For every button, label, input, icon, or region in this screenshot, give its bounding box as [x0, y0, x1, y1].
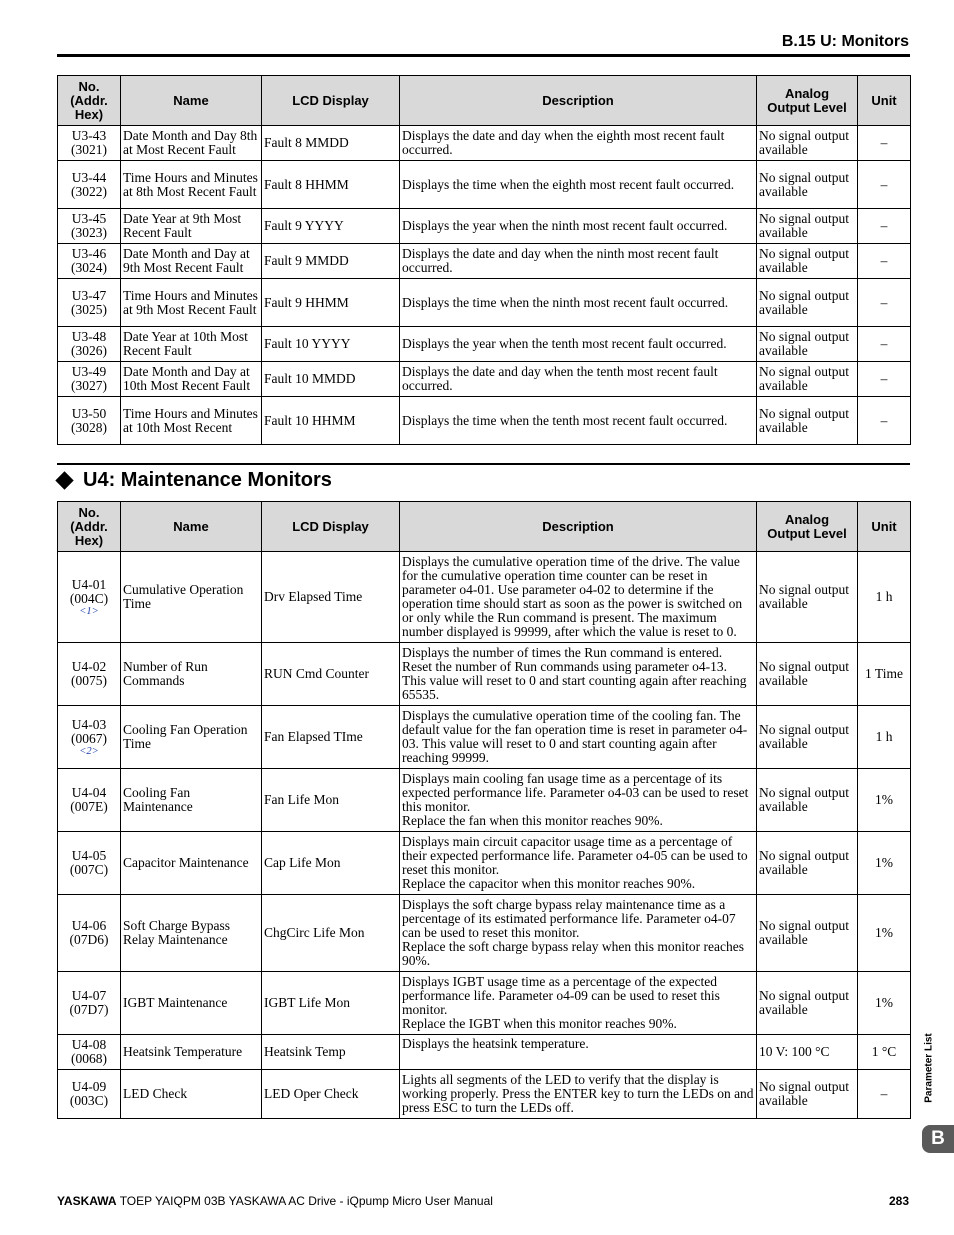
footer-text: TOEP YAIQPM 03B YASKAWA AC Drive - iQpump Micro User Manual [116, 1194, 493, 1208]
analog-output-level: No signal output available [757, 327, 858, 362]
lcd-display: Fault 9 MMDD [262, 244, 400, 279]
lcd-display: Fault 9 YYYY [262, 209, 400, 244]
unit: 1 °C [858, 1035, 911, 1070]
description: Displays the time when the tenth most recent fault occurred. [402, 412, 728, 428]
description: Displays the cumulative operation time of the cooling fan. The default value for the fan operation time is reset in parameter o4-03. This value will reset to 0 and start counting again after reaching 99999. [402, 708, 748, 765]
description: Displays the date and day when the tenth most recent fault occurred. [402, 364, 718, 393]
u4-section-title [55, 468, 332, 492]
description-cell [400, 397, 757, 445]
footer-brand: YASKAWA [57, 1194, 117, 1208]
u3-monitor-table [57, 75, 911, 445]
description-note: Replace the soft charge bypass relay when this monitor reaches 90%. [402, 939, 745, 968]
analog-output-level: No signal output available [757, 279, 858, 327]
unit: – [858, 397, 911, 445]
param-name: Date Year at 10th Most Recent Fault [121, 327, 262, 362]
description-cell [400, 643, 757, 706]
param-number-cell [58, 643, 121, 706]
unit: 1% [858, 769, 911, 832]
analog-output-level: No signal output available [757, 552, 858, 643]
param-name: Date Month and Day at 10th Most Recent Fault [121, 362, 262, 397]
lcd-display: Fan Elapsed TIme [262, 706, 400, 769]
table-row [58, 161, 911, 209]
param-name: Date Month and Day at 9th Most Recent Fault [121, 244, 262, 279]
description: Lights all segments of the LED to verify that the display is working properly. Press the ENTER key to turn the LEDs on and press ESC to turn the LEDs off. [402, 1072, 754, 1115]
param-number: U4-01 [71, 576, 107, 592]
table-row [58, 1035, 911, 1070]
side-label-text: Parameter List [923, 1033, 935, 1103]
description-cell [400, 161, 757, 209]
param-name: IGBT Maintenance [121, 972, 262, 1035]
param-number-cell [58, 706, 121, 769]
param-address: (3025) [71, 301, 107, 317]
description-cell [400, 209, 757, 244]
footer [57, 1194, 493, 1208]
analog-output-level: 10 V: 100 °C [757, 1035, 858, 1070]
lcd-display: Cap Life Mon [262, 832, 400, 895]
param-address: (3022) [71, 183, 107, 199]
description: Displays main cooling fan usage time as a percentage of its expected performance life. Parameter o4-03 can be used to reset this monitor. [402, 771, 749, 814]
unit: 1 h [858, 706, 911, 769]
table-row [58, 397, 911, 445]
param-address: (007C) [69, 862, 109, 877]
param-number-cell [58, 279, 121, 327]
description-cell [400, 769, 757, 832]
unit: 1% [858, 895, 911, 972]
footnote-link[interactable]: <2> [79, 745, 99, 757]
param-number-cell [58, 832, 121, 895]
u3-header-analog: Analog Output Level [757, 76, 858, 126]
analog-output-level: No signal output available [757, 895, 858, 972]
description: Displays the year when the ninth most recent fault occurred. [402, 218, 728, 233]
description: Displays the cumulative operation time of the drive. The value for the cumulative operation time counter can be reset in parameter o4-01. Use parameter o4-02 to determine if the operation time should start as soon as the power is switched on or only while the Run command is present. The maximum number displayed is 99999, after which the value is reset to 0. [402, 554, 743, 639]
page-number: 283 [888, 1194, 909, 1208]
description: Displays the date and day when the ninth most recent fault occurred. [402, 246, 719, 275]
u3-header-name: Name [121, 76, 262, 126]
param-number: U3-50 [71, 405, 107, 421]
lcd-display: Fault 10 MMDD [262, 362, 400, 397]
param-number-cell [58, 397, 121, 445]
description-cell [400, 895, 757, 972]
lcd-display: Drv Elapsed Time [262, 552, 400, 643]
section-rule [57, 463, 910, 465]
table-row [58, 706, 911, 769]
param-number: U3-45 [71, 211, 107, 226]
param-number-cell [58, 161, 121, 209]
param-name: Cooling Fan Operation Time [121, 706, 262, 769]
analog-output-level: No signal output available [757, 706, 858, 769]
description-cell [400, 972, 757, 1035]
param-number-cell [58, 552, 121, 643]
param-address: (3027) [71, 378, 107, 393]
param-name: Number of Run Commands [121, 643, 262, 706]
description: Displays the heatsink temperature. [402, 1036, 589, 1051]
unit: – [858, 327, 911, 362]
param-number-cell [58, 362, 121, 397]
description-note: Replace the IGBT when this monitor reaches 90%. [402, 1016, 677, 1031]
description-cell [400, 552, 757, 643]
description: Displays the time when the ninth most recent fault occurred. [402, 294, 729, 310]
table-row [58, 972, 911, 1035]
param-number: U4-05 [71, 848, 107, 863]
param-number: U3-49 [71, 364, 107, 379]
description-cell [400, 279, 757, 327]
param-name: Date Year at 9th Most Recent Fault [121, 209, 262, 244]
param-address: (3026) [71, 343, 107, 358]
param-address: (0075) [71, 673, 107, 688]
table-row [58, 327, 911, 362]
param-number-cell [58, 1070, 121, 1119]
param-name: Time Hours and Minutes at 8th Most Recent Fault [121, 161, 262, 209]
description: Displays the number of times the Run command is entered. Reset the number of Run commands using parameter o4-13. This value will reset to 0 and start counting again after reaching 65535. [402, 645, 747, 702]
param-number-cell [58, 244, 121, 279]
param-number: U4-04 [71, 785, 107, 800]
table-row [58, 279, 911, 327]
table-row [58, 209, 911, 244]
analog-output-level: No signal output available [757, 643, 858, 706]
side-label [922, 1028, 936, 1108]
header-rule [57, 54, 910, 57]
unit: – [858, 279, 911, 327]
unit: – [858, 362, 911, 397]
description: Displays the year when the tenth most recent fault occurred. [402, 336, 727, 351]
param-name: Heatsink Temperature [121, 1035, 262, 1070]
lcd-display: Fault 8 HHMM [262, 161, 400, 209]
unit: – [858, 244, 911, 279]
param-number-cell [58, 209, 121, 244]
param-number: U4-07 [71, 988, 107, 1003]
param-number: U3-46 [71, 246, 107, 261]
param-name: LED Check [121, 1070, 262, 1119]
param-number: U3-47 [71, 287, 107, 303]
description-cell [400, 327, 757, 362]
description-cell [400, 706, 757, 769]
param-number-cell [58, 895, 121, 972]
description-cell [400, 1070, 757, 1119]
description-note: Replace the fan when this monitor reaches 90%. [402, 813, 663, 828]
param-number: U4-03 [71, 716, 107, 732]
unit: 1 Time [858, 643, 911, 706]
param-address: (3023) [71, 225, 107, 240]
description-cell [400, 362, 757, 397]
param-address: (07D7) [69, 1002, 109, 1017]
footnote-link[interactable]: <1> [79, 605, 99, 617]
u4-header-lcd: LCD Display [262, 502, 400, 552]
param-name: Capacitor Maintenance [121, 832, 262, 895]
lcd-display: Heatsink Temp [262, 1035, 400, 1070]
unit: – [858, 126, 911, 161]
description-cell [400, 832, 757, 895]
lcd-display: Fault 10 YYYY [262, 327, 400, 362]
description-note: Replace the capacitor when this monitor reaches 90%. [402, 876, 696, 891]
unit: – [858, 209, 911, 244]
param-name: Cumulative Operation Time [121, 552, 262, 643]
table-row [58, 362, 911, 397]
param-number: U3-44 [71, 169, 107, 185]
param-address: (003C) [69, 1093, 109, 1108]
analog-output-level: No signal output available [757, 161, 858, 209]
u4-header-unit: Unit [858, 502, 911, 552]
param-address: (07D6) [69, 932, 109, 947]
analog-output-level: No signal output available [757, 362, 858, 397]
analog-output-level: No signal output available [757, 209, 858, 244]
description-cell [400, 244, 757, 279]
param-number: U4-09 [71, 1079, 107, 1094]
analog-output-level: No signal output available [757, 1070, 858, 1119]
description: Displays the date and day when the eighth most recent fault occurred. [402, 128, 725, 157]
param-address: (3028) [71, 419, 107, 435]
u3-header-no: No. (Addr. Hex) [58, 76, 121, 126]
unit: 1% [858, 972, 911, 1035]
description: Displays main circuit capacitor usage time as a percentage of their expected performance life. Parameter o4-05 can be used to reset this monitor. [402, 834, 748, 877]
param-number-cell [58, 126, 121, 161]
param-number-cell [58, 972, 121, 1035]
table-row [58, 244, 911, 279]
table-row [58, 643, 911, 706]
param-number: U3-48 [71, 329, 107, 344]
param-name: Date Month and Day 8th at Most Recent Fault [121, 126, 262, 161]
param-name: Time Hours and Minutes at 10th Most Recent [121, 397, 262, 445]
param-number-cell [58, 327, 121, 362]
param-address: (0067) [71, 730, 107, 746]
param-number: U4-02 [71, 659, 107, 674]
table-row [58, 1070, 911, 1119]
u3-header-unit: Unit [858, 76, 911, 126]
u4-monitor-table [57, 501, 911, 1119]
analog-output-level: No signal output available [757, 769, 858, 832]
u3-header-desc: Description [400, 76, 757, 126]
param-number-cell [58, 1035, 121, 1070]
table-row [58, 126, 911, 161]
description-cell [400, 126, 757, 161]
description: Displays IGBT usage time as a percentage of the expected performance life. Parameter o4-09 can be used to reset this monitor. [402, 974, 720, 1017]
param-address: (3024) [71, 260, 107, 275]
u4-header-desc: Description [400, 502, 757, 552]
description: Displays the time when the eighth most recent fault occurred. [402, 176, 735, 192]
analog-output-level: No signal output available [757, 244, 858, 279]
table-row [58, 769, 911, 832]
lcd-display: LED Oper Check [262, 1070, 400, 1119]
table-row [58, 832, 911, 895]
lcd-display: Fault 10 HHMM [262, 397, 400, 445]
lcd-display: Fault 8 MMDD [262, 126, 400, 161]
appendix-tab[interactable]: B [922, 1125, 954, 1153]
unit: – [858, 161, 911, 209]
lcd-display: ChgCirc Life Mon [262, 895, 400, 972]
param-number: U3-43 [71, 128, 107, 143]
analog-output-level: No signal output available [757, 397, 858, 445]
analog-output-level: No signal output available [757, 126, 858, 161]
description: Displays the soft charge bypass relay maintenance time as a percentage of its estimated performance life. Parameter o4-07 can be used to reset this monitor. [402, 897, 736, 940]
param-address: (007E) [70, 799, 108, 814]
table-row [58, 552, 911, 643]
u4-header-analog: Analog Output Level [757, 502, 858, 552]
table-row [58, 895, 911, 972]
u4-section-title-text: U4: Maintenance Monitors [83, 469, 332, 491]
unit: – [858, 1070, 911, 1119]
param-address: (3021) [71, 142, 107, 157]
analog-output-level: No signal output available [757, 972, 858, 1035]
lcd-display: Fault 9 HHMM [262, 279, 400, 327]
analog-output-level: No signal output available [757, 832, 858, 895]
section-header: B.15 U: Monitors [781, 33, 909, 50]
param-number: U4-08 [71, 1037, 107, 1052]
lcd-display: IGBT Life Mon [262, 972, 400, 1035]
u3-header-lcd: LCD Display [262, 76, 400, 126]
unit: 1 h [858, 552, 911, 643]
diamond-bullet-icon [55, 471, 73, 489]
param-number-cell [58, 769, 121, 832]
description-cell [400, 1035, 757, 1070]
lcd-display: Fan Life Mon [262, 769, 400, 832]
param-name: Time Hours and Minutes at 9th Most Recent Fault [121, 279, 262, 327]
param-address: (0068) [71, 1051, 107, 1066]
param-name: Cooling Fan Maintenance [121, 769, 262, 832]
param-address: (004C) [69, 590, 109, 606]
u4-header-name: Name [121, 502, 262, 552]
lcd-display: RUN Cmd Counter [262, 643, 400, 706]
param-name: Soft Charge Bypass Relay Maintenance [121, 895, 262, 972]
param-number: U4-06 [71, 918, 107, 933]
u4-header-no: No. (Addr. Hex) [58, 502, 121, 552]
unit: 1% [858, 832, 911, 895]
